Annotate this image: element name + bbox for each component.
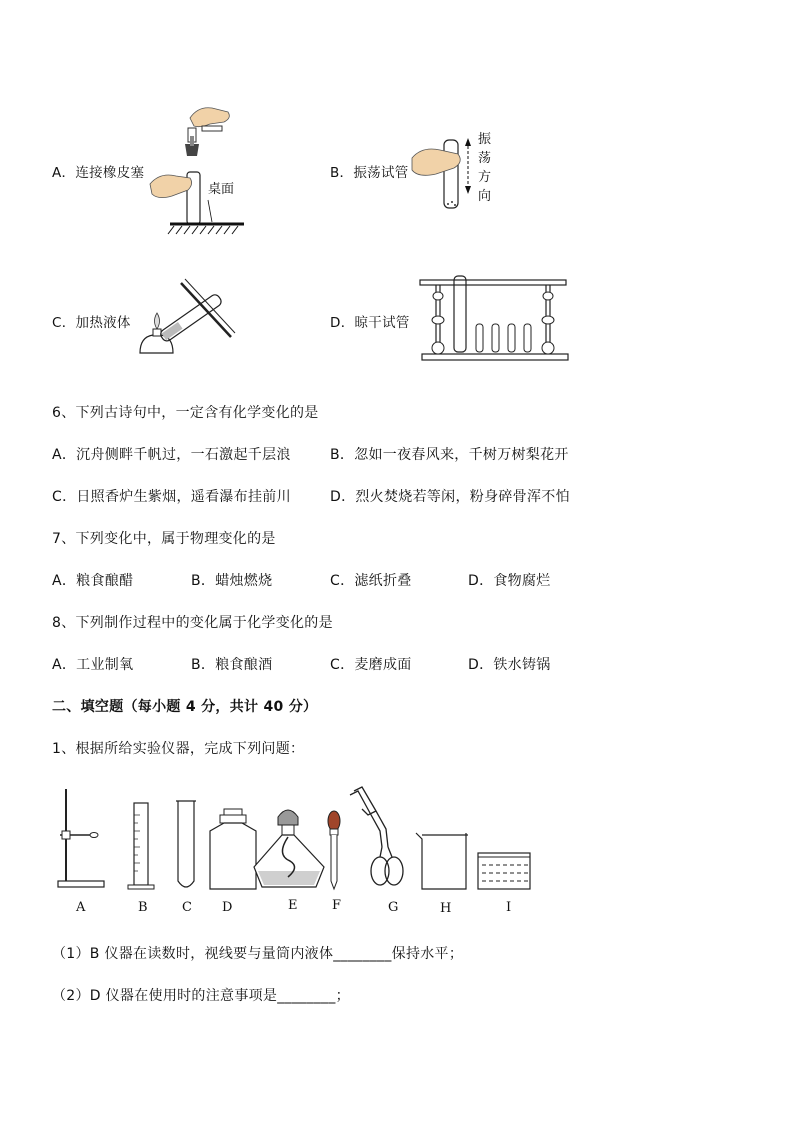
option-b-label: B．振荡试管 — [330, 165, 409, 181]
apparatus-label-f: F — [332, 898, 342, 913]
shake-direction-char-3: 方 — [478, 170, 492, 185]
apparatus-a-iron-stand — [58, 789, 104, 887]
apparatus-label-e: E — [288, 898, 298, 913]
shake-direction-char-4: 向 — [478, 189, 492, 204]
desk-label: 桌面 — [208, 182, 235, 197]
q7-option-b: B．蜡烛燃烧 — [191, 573, 273, 589]
fill1-sub1: （1）B 仪器在读数时，视线要与量筒内液体________保持水平； — [52, 946, 464, 962]
fill1-stem: 1、根据所给实验仪器，完成下列问题： — [52, 741, 305, 757]
apparatus-g-tongs — [350, 787, 403, 885]
q8-option-c: C．麦磨成面 — [330, 657, 412, 673]
apparatus-c-test-tube — [176, 801, 196, 887]
apparatus-label-c: C — [182, 900, 192, 915]
q7-stem: 7、下列变化中，属于物理变化的是 — [52, 531, 276, 547]
q8-stem: 8、下列制作过程中的变化属于化学变化的是 — [52, 615, 333, 631]
q6-option-c: C．日照香炉生紫烟，遥看瀑布挂前川 — [52, 489, 291, 505]
q8-option-b: B．粮食酿酒 — [191, 657, 273, 673]
apparatus-label-g: G — [388, 900, 399, 915]
q8-option-d: D．铁水铸锅 — [468, 657, 551, 673]
q7-option-a: A．粮食酿醋 — [52, 573, 134, 589]
apparatus-figure — [50, 785, 540, 920]
apparatus-e-lamp — [254, 810, 324, 887]
apparatus-label-i: I — [506, 900, 512, 915]
section-2-heading: 二、填空题（每小题 4 分，共计 40 分） — [52, 699, 318, 715]
apparatus-label-d: D — [222, 900, 233, 915]
apparatus-b-cylinder — [128, 803, 154, 889]
shake-direction-char-1: 振 — [478, 132, 492, 147]
q6-option-d: D．烈火焚烧若等闲，粉身碎骨浑不怕 — [330, 489, 570, 505]
apparatus-label-h: H — [440, 901, 452, 916]
q7-option-c: C．滤纸折叠 — [330, 573, 412, 589]
option-d-label: D．晾干试管 — [330, 315, 410, 331]
figure-connect-stopper — [150, 100, 250, 235]
apparatus-d-bottle — [210, 809, 256, 889]
figure-heat-liquid — [135, 275, 240, 370]
option-a-label: A．连接橡皮塞 — [52, 165, 145, 181]
apparatus-h-beaker — [416, 833, 468, 889]
apparatus-label-b: B — [138, 900, 148, 915]
q6-option-a: A．沉舟侧畔千帆过，一石激起千层浪 — [52, 447, 291, 463]
q6-stem: 6、下列古诗句中，一定含有化学变化的是 — [52, 405, 319, 421]
apparatus-f-dropper — [328, 811, 340, 889]
q8-option-a: A．工业制氧 — [52, 657, 134, 673]
figure-shake-tube — [410, 128, 510, 213]
q7-option-d: D．食物腐烂 — [468, 573, 551, 589]
shake-direction-char-2: 荡 — [478, 151, 492, 166]
q6-option-b: B．忽如一夜春风来，千树万树梨花开 — [330, 447, 569, 463]
apparatus-i-trough — [478, 853, 530, 889]
figure-drying-rack — [418, 272, 573, 364]
option-c-label: C．加热液体 — [52, 315, 131, 331]
fill1-sub2: （2）D 仪器在使用时的注意事项是________； — [52, 988, 350, 1004]
apparatus-label-a: A — [76, 900, 86, 915]
